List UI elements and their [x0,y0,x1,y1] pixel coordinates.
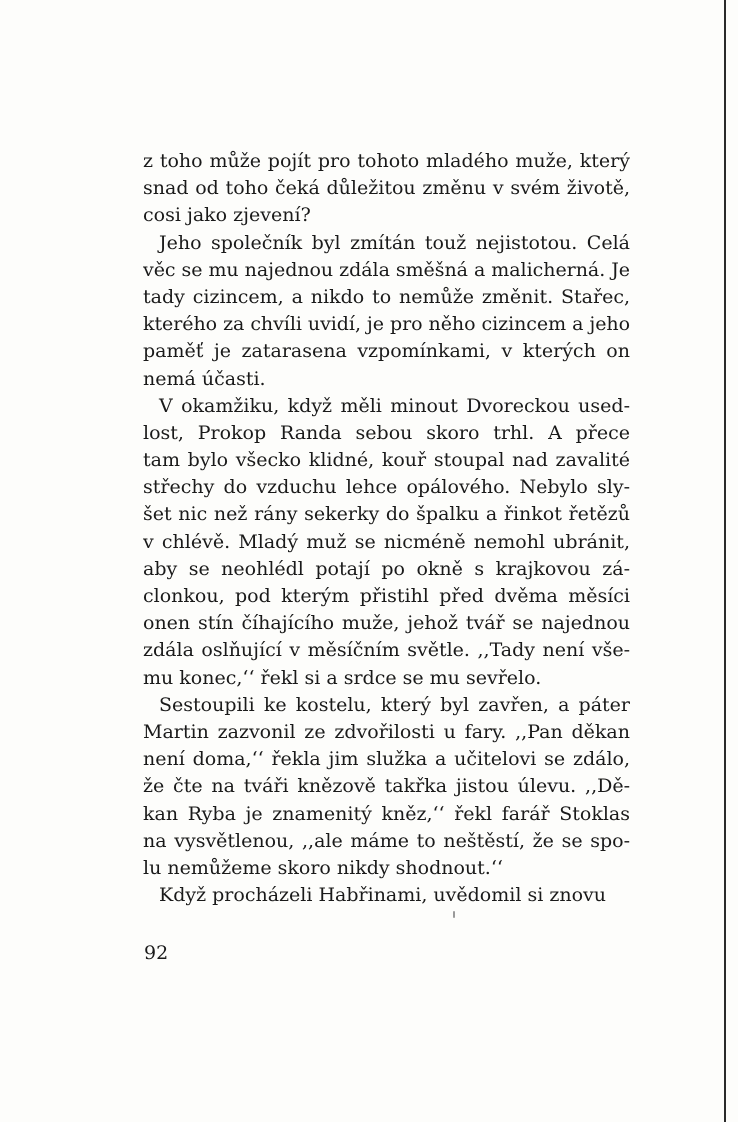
text-line: kan Ryba je znamenitý kněz,‘‘ řekl farář Stoklas [143,802,630,825]
text-line: lu nemůžeme skoro nikdy shodnout.‘‘ [143,856,503,879]
text-line: není doma,‘‘ řekla jim služka a učitelovi se zdálo, [143,748,630,771]
text-line: zdála oslňující v měsíčním světle. ,,Tady není vše- [143,639,630,662]
text-line: onen stín číhajícího muže, jehož tvář se najednou [143,612,630,635]
text-line: tam bylo všecko klidné, kouř stoupal nad zavalité [143,449,630,472]
text-line: mu konec,‘‘ řekl si a srdce se mu sevřelo. [143,666,542,689]
text-line: Jeho společník byl zmítán touž nejistotou. Celá [159,231,630,254]
text-line: věc se mu najednou zdála směšná a malicherná. Je [143,258,630,281]
text-line: clonkou, pod kterým přistihl před dvěma měsíci [143,585,630,607]
text-line: že čte na tváři knězově takřka jistou úlevu. ,,Dě- [143,775,630,798]
text-line: střechy do vzduchu lehce opálového. Nebylo sly- [143,476,630,499]
text-line: Sestoupili ke kostelu, který byl zavřen, a páter [159,693,630,716]
text-line: cosi jako zjevení? [143,204,311,227]
print-speck [453,911,455,918]
text-line: Martin zazvonil ze zdvořilosti u fary. ,,Pan děkan [143,720,630,743]
text-line: šet nic než rány sekerky do špalku a řinkot řetězů [143,503,630,526]
page-number: 92 [144,942,169,964]
page-edge-line [724,0,726,1122]
text-line: lost, Prokop Randa sebou skoro trhl. A přece [143,421,630,444]
text-line: snad od toho čeká důležitou změnu v svém životě, [143,177,630,200]
text-line: aby se neohlédl potají po okně s krajkovou zá- [143,557,630,580]
text-line: V okamžiku, když měli minout Dvoreckou used- [159,394,630,417]
text-line: kterého za chvíli uvidí, je pro něho cizincem a jeho [143,313,630,336]
body-text [143,148,630,909]
text-line: na vysvětlenou, ,,ale máme to neštěstí, že se spo- [143,829,630,852]
text-line: v chlévě. Mladý muž se nicméně nemohl ubránit, [143,530,630,553]
text-line: nemá účasti. [143,367,266,390]
text-line: z toho může pojít pro tohoto mladého muže, který [143,150,630,172]
text-line: tady cizincem, a nikdo to nemůže změnit. Stařec, [143,285,630,308]
text-line: Když procházeli Habřinami, uvědomil si znovu [159,884,606,907]
text-line: paměť je zatarasena vzpomínkami, v kterých on [143,340,630,363]
